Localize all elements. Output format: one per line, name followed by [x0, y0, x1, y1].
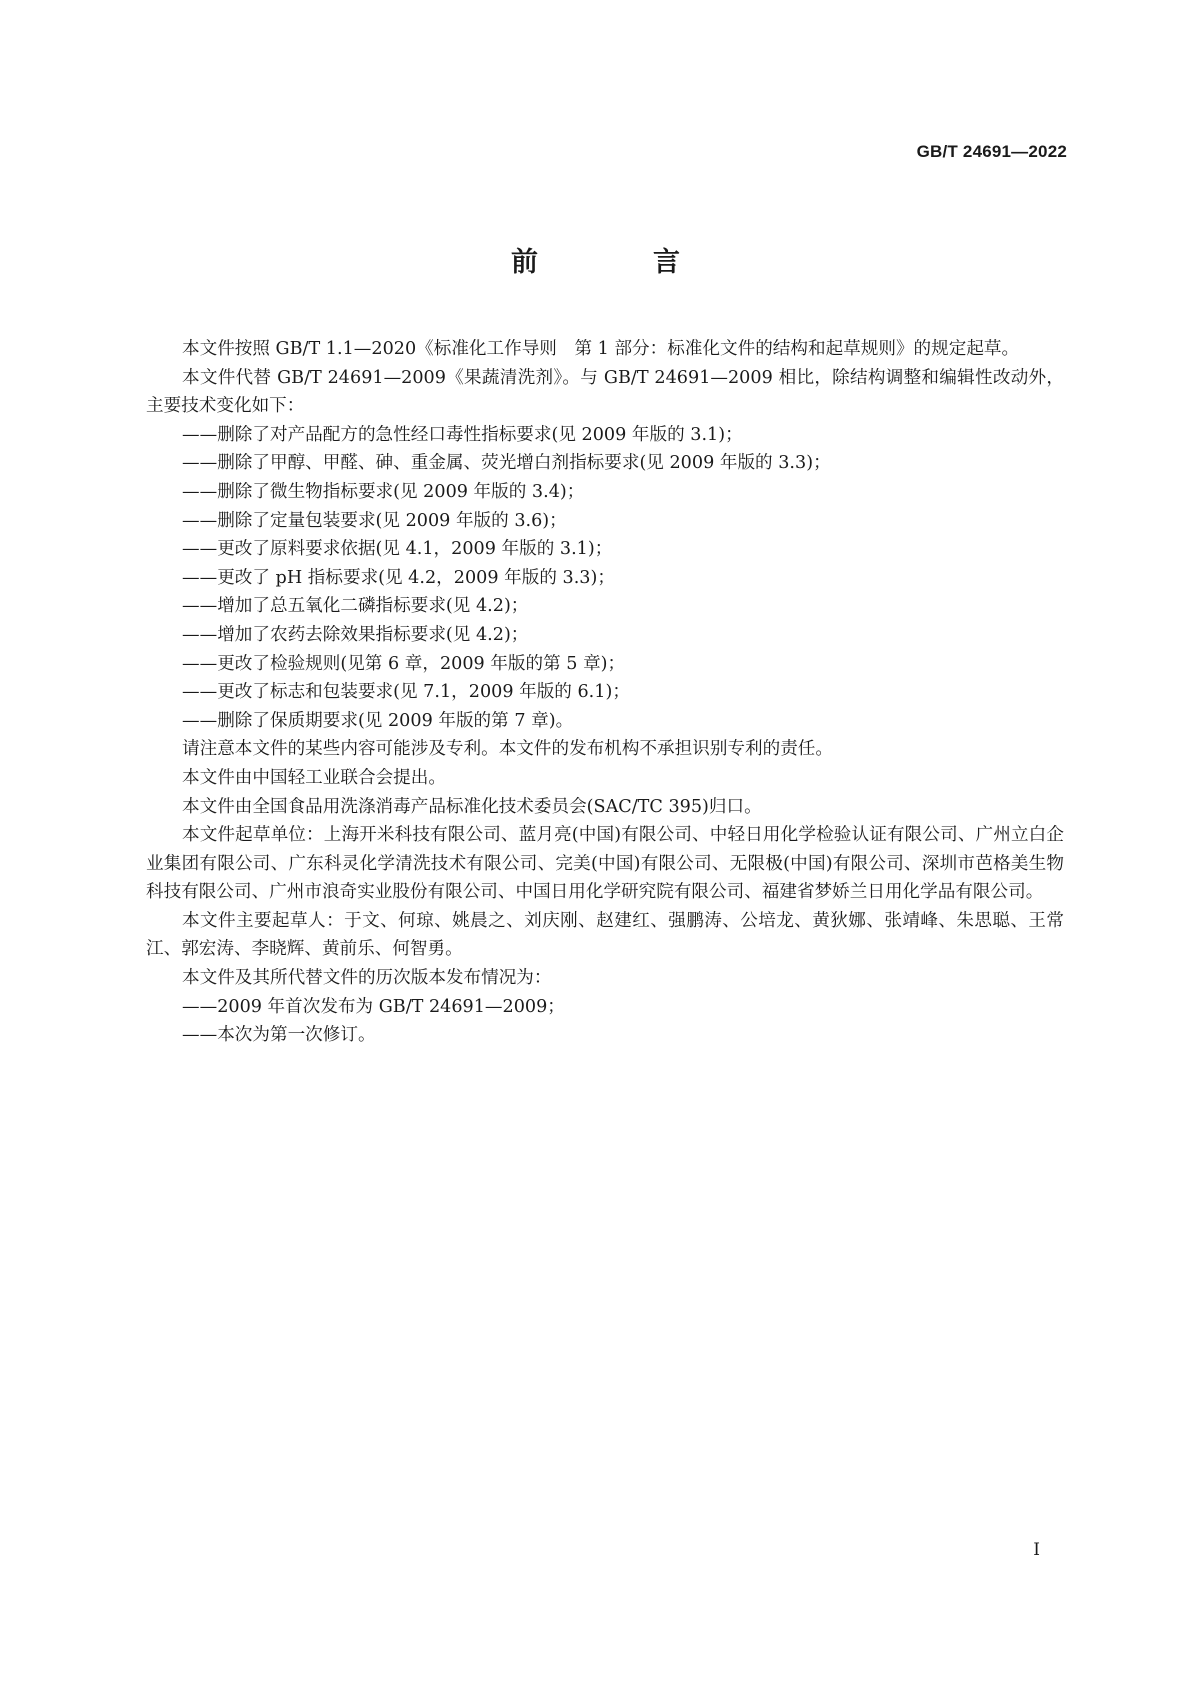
- page-title: 前 言: [511, 247, 724, 278]
- list-item: ——本次为第一次修订。: [182, 1025, 376, 1046]
- list-item: ——2009 年首次发布为 GB/T 24691—2009；: [182, 996, 565, 1017]
- paragraph: 请注意本文件的某些内容可能涉及专利。本文件的发布机构不承担识别专利的责任。: [182, 739, 833, 760]
- paragraph: 本文件按照 GB/T 1.1—2020《标准化工作导则 第 1 部分：标准化文件的结构和起草规则》的规定起草。: [182, 339, 1020, 359]
- list-item: ——更改了原料要求依据(见 4.1，2009 年版的 3.1)；: [182, 539, 613, 560]
- list-item: ——更改了检验规则(见第 6 章，2009 年版的第 5 章)；: [182, 653, 626, 674]
- paragraph: 本文件及其所代替文件的历次版本发布情况为：: [182, 968, 552, 989]
- list-item: ——删除了定量包装要求(见 2009 年版的 3.6)；: [182, 510, 567, 531]
- paragraph: 本文件由全国食品用洗涤消毒产品标准化技术委员会(SAC/TC 395)归口。: [182, 796, 762, 817]
- list-item: ——删除了保质期要求(见 2009 年版的第 7 章)。: [182, 710, 574, 731]
- document-body: [146, 335, 1064, 1050]
- list-item: ——增加了农药去除效果指标要求(见 4.2)；: [182, 624, 529, 645]
- list-item: ——更改了标志和包装要求(见 7.1，2009 年版的 6.1)；: [182, 682, 630, 703]
- list-item: ——增加了总五氧化二磷指标要求(见 4.2)；: [182, 596, 529, 617]
- paragraph: 本文件主要起草人：于文、何琼、姚晨之、刘庆刚、赵建红、强鹏涛、公培龙、黄狄娜、张靖峰、朱思聪、王常江、郭宏涛、李晓辉、黄前乐、何智勇。: [146, 910, 1064, 960]
- standard-number: GB/T 24691—2022: [916, 142, 1067, 161]
- list-item: ——删除了微生物指标要求(见 2009 年版的 3.4)；: [182, 481, 585, 502]
- page-number: I: [1033, 1540, 1040, 1560]
- list-item: ——删除了甲醇、甲醛、砷、重金属、荧光增白剂指标要求(见 2009 年版的 3.3)；: [182, 453, 831, 474]
- paragraph: 本文件起草单位：上海开米科技有限公司、蓝月亮(中国)有限公司、中轻日用化学检验认证有限公司、广州立白企业集团有限公司、广东科灵化学清洗技术有限公司、完美(中国)有限公司、无限极(中国)有限公司、深圳市芭格美生物科技有限公司、广州市浪奇实业股份有限公司、中国日用化学研究院有限公司、福建省梦娇兰日用化学品有限公司。: [146, 825, 1064, 903]
- list-item: ——删除了对产品配方的急性经口毒性指标要求(见 2009 年版的 3.1)；: [182, 424, 743, 445]
- paragraph: 本文件由中国轻工业联合会提出。: [182, 767, 446, 788]
- paragraph: 本文件代替 GB/T 24691—2009《果蔬清洗剂》。与 GB/T 24691—2009 相比，除结构调整和编辑性改动外，主要技术变化如下：: [146, 367, 1064, 417]
- list-item: ——更改了 pH 指标要求(见 4.2，2009 年版的 3.3)；: [182, 567, 615, 588]
